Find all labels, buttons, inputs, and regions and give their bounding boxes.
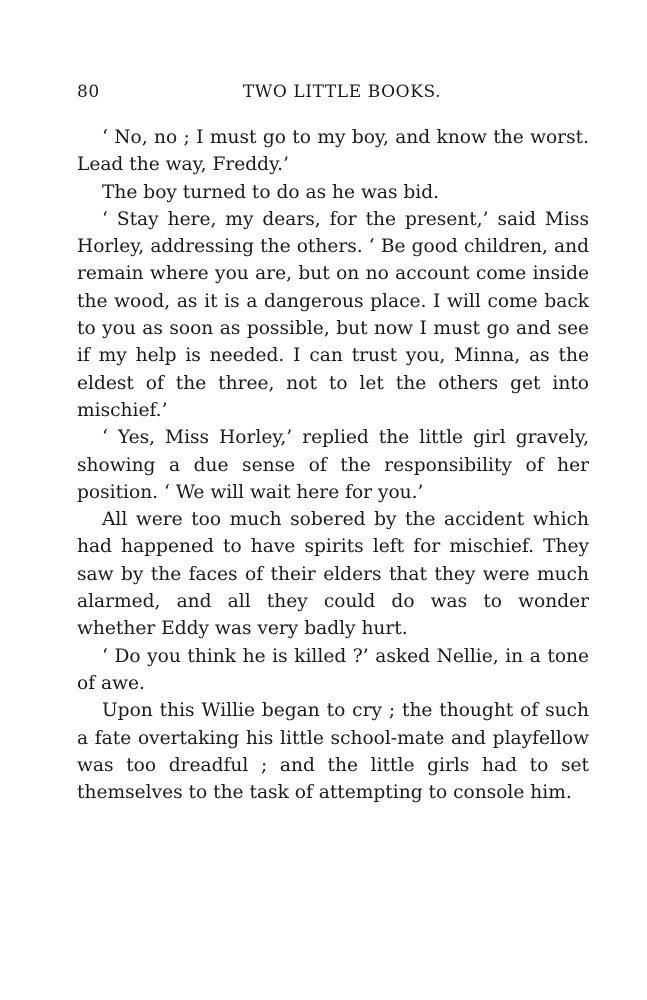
paragraph-3: ‘ Stay here, my dears, for the present,’ said Miss Horley, addressing the others. ‘ Be good children, and remain where you are, but on no account come inside the wood, as it is a dangerous place. I will come back to you as soon as possible, but now I must go and see if my help is needed. I can trust you, Minna, as the eldest of the three, not to let the others get into mischief.’ [77, 208, 589, 421]
running-title: TWO LITTLE BOOKS. [242, 82, 442, 102]
paragraph-4: ‘ Yes, Miss Horley,’ replied the little girl gravely, showing a due sense of the responsibility of her position. ‘ We will wait here for you.’ [77, 427, 589, 503]
running-head [77, 82, 589, 106]
paragraph-2: The boy turned to do as he was bid. [102, 181, 440, 203]
body-text [77, 124, 589, 806]
page-number: 80 [77, 82, 100, 102]
paragraph-7: Upon this Willie began to cry ; the thought of such a fate overtaking his little school-mate and playfellow was too dreadful ; and the little girls had to set themselves to the task of attempting to console him. [77, 700, 589, 804]
paragraph-6: ‘ Do you think he is killed ?’ asked Nellie, in a tone of awe. [77, 645, 589, 694]
paragraph-5: All were too much sobered by the accident which had happened to have spirits left for mischief. They saw by the faces of their elders that they were much alarmed, and all they could do was to wonder whether Eddy was very badly hurt. [77, 509, 589, 640]
paragraph-1: ‘ No, no ; I must go to my boy, and know the worst. Lead the way, Freddy.’ [77, 127, 589, 176]
